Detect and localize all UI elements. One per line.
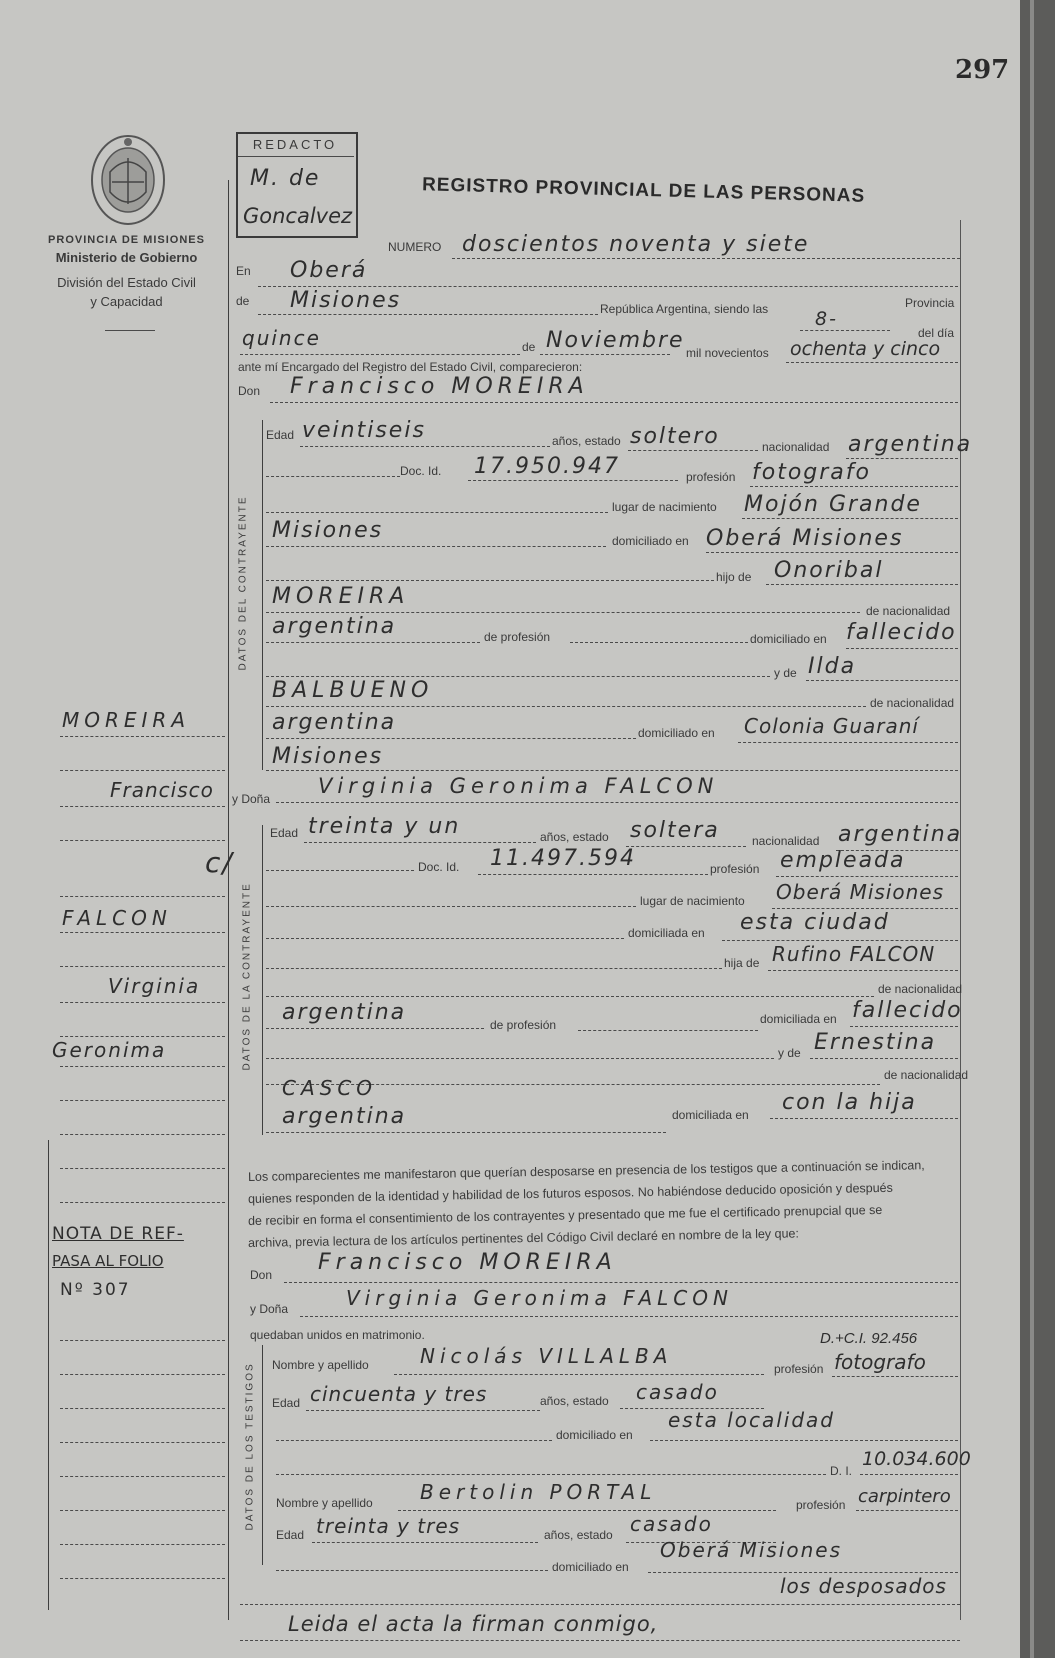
f-madre-nac-value: argentina xyxy=(282,1104,407,1129)
madre-line xyxy=(806,680,958,681)
margin-line-19 xyxy=(60,1476,225,1477)
mes-value: Noviembre xyxy=(546,328,685,353)
t2-edad-label: Edad xyxy=(276,1528,305,1542)
f-domicilio-label: domiciliada en xyxy=(628,926,705,940)
t1-nombre-value: Nicolás VILLALBA xyxy=(420,1344,673,1368)
de-label-2: de xyxy=(522,340,536,354)
t1-doc-value: D.+C.I. 92.456 xyxy=(820,1330,918,1347)
f-anios-label: años, estado xyxy=(540,830,609,844)
f-edad-line xyxy=(304,842,536,843)
f-madre2-value: CASCO xyxy=(282,1076,378,1100)
f-estado-line xyxy=(626,846,746,847)
statement-line-1: Los comparecientes me manifestaron que querían desposarse en presencia de los testigos que a continuación se indican, xyxy=(247,1158,925,1184)
madre-nac-line xyxy=(266,738,636,739)
book-edge xyxy=(1020,0,1055,1658)
section-line-3 xyxy=(262,1345,263,1565)
f-lugar-label: lugar de nacimiento xyxy=(640,894,745,908)
de-line xyxy=(258,314,598,315)
section-line-1 xyxy=(262,420,263,770)
t2-doc-label: D. I. xyxy=(830,1464,853,1478)
domicilio-value: Oberá Misiones xyxy=(706,526,904,551)
t1-dom-value: esta localidad xyxy=(668,1408,835,1432)
republica-label: República Argentina, siendo las xyxy=(600,302,769,316)
t2-prof-value: carpintero xyxy=(858,1486,951,1507)
division-name-2: y Capacidad xyxy=(90,294,163,309)
madre-nac-value: argentina xyxy=(272,710,397,735)
t2-dom-line xyxy=(648,1572,958,1573)
domicilio-line xyxy=(706,552,958,553)
t1-edad-label: Edad xyxy=(272,1396,301,1410)
t1-nombre-line xyxy=(394,1374,764,1375)
de-value: Misiones xyxy=(290,288,402,313)
t2-dom-label: domiciliado en xyxy=(552,1560,629,1574)
contrayente-f-side-label: DATOS DE LA CONTRAYENTE xyxy=(241,882,253,1071)
margin-line-10 xyxy=(60,1066,225,1067)
doc-value: 17.950.947 xyxy=(474,454,620,479)
padre-dom-label: domiciliado en xyxy=(750,632,827,646)
registry-title: REGISTRO PROVINCIAL DE LAS PERSONAS xyxy=(421,174,866,207)
domicilio-label: domiciliado en xyxy=(612,534,689,548)
lugar2-line xyxy=(266,546,606,547)
f-madre-line xyxy=(810,1058,958,1059)
margin-line-17 xyxy=(60,1408,225,1409)
dona-line xyxy=(276,802,958,803)
del-dia-label: del día xyxy=(918,326,955,340)
margin-line-16 xyxy=(60,1374,225,1375)
t2-edad-line xyxy=(312,1542,538,1543)
margin-line-12 xyxy=(60,1134,225,1135)
hijo-line xyxy=(766,584,958,585)
margin-line-4 xyxy=(60,840,225,841)
hijo-prefix-line xyxy=(266,580,714,581)
en-line xyxy=(258,286,958,287)
mil-label: mil novecientos xyxy=(686,346,769,360)
dia-line xyxy=(240,354,520,355)
f-hija-prefix-line xyxy=(266,968,722,969)
madre-dom-label: domiciliado en xyxy=(638,726,715,740)
testigos-side-label: DATOS DE LOS TESTIGOS xyxy=(244,1362,256,1531)
t1-edad-line xyxy=(306,1410,540,1411)
redacto-name-2: Goncalvez xyxy=(243,204,353,228)
margin-note-surname-2: FALCON xyxy=(62,906,172,930)
f-lugar-line xyxy=(772,908,958,909)
lugar-line xyxy=(742,518,958,519)
dona-value: Virginia Geronima FALCON xyxy=(318,774,719,798)
t1-prof-line xyxy=(832,1376,958,1377)
en-value: Oberá xyxy=(290,258,368,283)
doc-label: Doc. Id. xyxy=(400,464,442,478)
dia-value: quince xyxy=(242,326,321,350)
f-hija-line xyxy=(768,970,958,971)
closing-text-2: Leida el acta la firman conmigo, xyxy=(288,1612,659,1636)
division-name: División del Estado Civil xyxy=(57,275,196,290)
madre-dom-line xyxy=(738,742,958,743)
margin-line-9 xyxy=(60,1036,225,1037)
hora-value: 8- xyxy=(815,308,838,330)
en-label: En xyxy=(236,264,251,278)
f-padre-dom-label: domiciliada en xyxy=(760,1012,837,1026)
f-dom-prefix-line xyxy=(266,938,624,939)
f-doc-line xyxy=(478,874,708,875)
nota-line-3: Nº 307 xyxy=(60,1280,131,1300)
lugar-label: lugar de nacimiento xyxy=(612,500,717,514)
f-estado-value: soltera xyxy=(630,818,720,843)
madre-nac-label: de nacionalidad xyxy=(870,696,955,710)
edad-line xyxy=(300,446,550,447)
f-hija-label: hija de xyxy=(724,956,760,970)
anios-label: años, estado xyxy=(552,434,621,448)
don-value: Francisco MOREIRA xyxy=(290,374,589,399)
madre2-value: BALBUENO xyxy=(272,678,434,703)
ministry-name: Ministerio de Gobierno xyxy=(55,250,198,265)
statement-line-2: quienes responden de la identidad y habilidad de los futuros esposos. No habiéndose deducido oposición y después xyxy=(247,1180,893,1206)
lugar-value: Mojón Grande xyxy=(744,492,922,517)
margin-line-22 xyxy=(60,1578,225,1579)
section-line-2 xyxy=(262,825,263,1135)
margin-line-2 xyxy=(60,770,225,771)
statement-dona-value: Virginia Geronima FALCON xyxy=(346,1286,733,1310)
y-de-prefix-line xyxy=(266,676,770,677)
margin-vertical-line xyxy=(48,1140,49,1610)
closing-line-2 xyxy=(240,1640,960,1641)
f-profesion-value: empleada xyxy=(780,848,906,873)
f-doc-prefix-line xyxy=(266,870,414,871)
statement-line-4: archiva, previa lectura de los artículos pertinentes del Código Civil declaré en nombre de la ley que: xyxy=(247,1226,800,1250)
numero-line xyxy=(452,258,960,259)
f-padre-prof-label: de profesión xyxy=(490,1018,557,1032)
t2-prof-line xyxy=(856,1510,958,1511)
left-margin-line xyxy=(228,180,229,1620)
t1-dom-prefix-line xyxy=(276,1440,552,1441)
divider xyxy=(105,330,155,331)
padre-nac-line xyxy=(266,642,480,643)
statement-don-label: Don xyxy=(250,1268,273,1282)
t1-edad-value: cincuenta y tres xyxy=(310,1382,488,1406)
f-lugar-value: Oberá Misiones xyxy=(776,880,945,904)
margin-line-21 xyxy=(60,1544,225,1545)
t1-dom-label: domiciliado en xyxy=(556,1428,633,1442)
f-madre-dom-line xyxy=(770,1118,958,1119)
margin-line-1 xyxy=(60,736,225,737)
margin-line-8 xyxy=(60,1002,225,1003)
t1-dom-line xyxy=(650,1440,958,1441)
redacto-divider xyxy=(238,156,354,157)
f-madre-value: Ernestina xyxy=(814,1030,937,1055)
lugar-prefix-line xyxy=(266,512,608,513)
margin-line-7 xyxy=(60,966,225,967)
statement-don-value: Francisco MOREIRA xyxy=(318,1250,617,1275)
t2-dom-prefix-line xyxy=(276,1570,548,1571)
edad-value: veintiseis xyxy=(302,418,426,443)
nacionalidad-value: argentina xyxy=(848,432,973,457)
f-edad-value: treinta y un xyxy=(308,814,461,839)
redacto-label: REDACTO xyxy=(252,137,338,152)
margin-line-3 xyxy=(60,806,225,807)
f-y-de-prefix-line xyxy=(266,1058,774,1059)
t1-prof-label: profesión xyxy=(774,1362,824,1376)
padre-prof-line xyxy=(570,642,748,643)
t2-estado-value: casado xyxy=(630,1512,713,1536)
f-domicilio-value: esta ciudad xyxy=(740,910,890,935)
margin-note-surname: MOREIRA xyxy=(62,708,191,732)
f-nacionalidad-label: nacionalidad xyxy=(752,834,820,848)
t2-doc-prefix-line xyxy=(276,1474,826,1475)
province-name: PROVINCIA DE MISIONES xyxy=(48,234,205,246)
margin-note-name: Francisco xyxy=(110,778,214,802)
edad-label: Edad xyxy=(266,428,295,442)
provincia-label: Provincia xyxy=(905,296,955,310)
t2-edad-value: treinta y tres xyxy=(316,1514,461,1538)
f-domicilio-line xyxy=(722,940,958,941)
margin-note-name-2: Virginia xyxy=(108,974,201,998)
margin-note-name-3: Geronima xyxy=(52,1038,167,1062)
doc-prefix-line xyxy=(266,476,400,477)
f-edad-label: Edad xyxy=(270,826,299,840)
margin-line-5 xyxy=(60,896,225,897)
f-madre-dom-label: domiciliada en xyxy=(672,1108,749,1122)
nota-line-1: NOTA DE REF- xyxy=(52,1224,184,1244)
f-padre-dom-value: fallecido xyxy=(852,998,963,1023)
doc-line xyxy=(468,480,678,481)
f-lugar-prefix-line xyxy=(266,906,636,907)
f-padre-nac-value: argentina xyxy=(282,1000,407,1025)
don-label: Don xyxy=(238,384,261,398)
madre2-line xyxy=(266,706,866,707)
madre-dom2-value: Misiones xyxy=(272,744,384,769)
madre-value: Ilda xyxy=(808,654,857,679)
statement-unidos: quedaban unidos en matrimonio. xyxy=(250,1328,425,1342)
f-madre-dom-value: con la hija xyxy=(782,1090,917,1115)
statement-dona-line xyxy=(300,1316,958,1317)
t2-nombre-value: Bertolin PORTAL xyxy=(420,1480,657,1504)
madre-dom2-line xyxy=(266,770,958,771)
f-padre-value: Rufino FALCON xyxy=(772,942,936,966)
statement-line-3: de recibir en forma el consentimiento de los contrayentes y presentado que me fue el certificado prenupcial que se xyxy=(247,1202,883,1228)
f-madre-nac-line xyxy=(266,1132,666,1133)
f-madre-nac-label: de nacionalidad xyxy=(884,1068,969,1082)
t1-nombre-label: Nombre y apellido xyxy=(272,1358,369,1372)
madre-dom-value: Colonia Guaraní xyxy=(744,714,919,738)
t2-nombre-line xyxy=(398,1510,776,1511)
f-doc-value: 11.497.594 xyxy=(490,846,636,871)
lugar2-value: Misiones xyxy=(272,518,384,543)
nota-line-2: PASA AL FOLIO xyxy=(52,1252,164,1270)
margin-note-con: c/ xyxy=(205,846,234,879)
nacionalidad-line xyxy=(846,458,958,459)
anio-line xyxy=(786,362,958,363)
numero-value: doscientos noventa y siete xyxy=(462,232,810,257)
profesion-line xyxy=(750,486,958,487)
right-margin-line xyxy=(960,220,961,1620)
padre-nac-label: de nacionalidad xyxy=(866,604,951,618)
book-edge-highlight xyxy=(1030,0,1034,1658)
margin-line-6 xyxy=(60,932,225,933)
profesion-value: fotografo xyxy=(752,460,871,485)
de-label: de xyxy=(236,294,250,308)
t2-doc-value: 10.034.600 xyxy=(862,1448,971,1470)
t1-anios-label: años, estado xyxy=(540,1394,609,1408)
contrayente-side-label: DATOS DEL CONTRAYENTE xyxy=(237,495,249,671)
f-doc-label: Doc. Id. xyxy=(418,860,460,874)
t2-doc-line xyxy=(860,1474,958,1475)
f-profesion-label: profesión xyxy=(710,862,760,876)
t2-nombre-label: Nombre y apellido xyxy=(276,1496,373,1510)
page-number: 297 xyxy=(955,55,1010,85)
ante-label: ante mí Encargado del Registro del Estado Civil, comparecieron: xyxy=(238,360,583,374)
padre-dom-value: fallecido xyxy=(846,620,957,645)
profesion-label: profesión xyxy=(686,470,736,484)
statement-dona-label: y Doña xyxy=(250,1302,289,1316)
f-padre-dom-line xyxy=(850,1026,958,1027)
closing-line-1 xyxy=(240,1604,960,1605)
margin-line-20 xyxy=(60,1510,225,1511)
t1-prof-value: fotografo xyxy=(834,1350,926,1374)
padre2-value: MOREIRA xyxy=(272,584,410,609)
coat-of-arms-seal xyxy=(88,132,168,227)
t2-dom-value: Oberá Misiones xyxy=(660,1538,843,1562)
padre2-line xyxy=(266,612,860,613)
margin-line-18 xyxy=(60,1442,225,1443)
padre-prof-label: de profesión xyxy=(484,630,551,644)
anio-value: ochenta y cinco xyxy=(790,338,941,360)
margin-line-11 xyxy=(60,1100,225,1101)
estado-line xyxy=(628,450,758,451)
f-padre-nac-prefix-line xyxy=(266,996,874,997)
f-y-de-label: y de xyxy=(778,1046,801,1060)
estado-value: soltero xyxy=(630,424,720,449)
y-de-label: y de xyxy=(774,666,797,680)
dona-label: y Doña xyxy=(232,792,271,806)
f-padre-nac-line xyxy=(266,1028,484,1029)
numero-label: NUMERO xyxy=(388,240,442,254)
hora-line xyxy=(800,330,890,331)
padre-dom-line xyxy=(846,648,958,649)
f-nacionalidad-value: argentina xyxy=(838,822,963,847)
nacionalidad-label: nacionalidad xyxy=(762,440,830,454)
hijo-label: hijo de xyxy=(716,570,752,584)
padre-value: Onoribal xyxy=(774,558,884,583)
statement-don-line xyxy=(284,1282,958,1283)
margin-line-14 xyxy=(60,1202,225,1203)
t1-estado-value: casado xyxy=(636,1380,719,1404)
t2-anios-label: años, estado xyxy=(544,1528,613,1542)
closing-text-1: los desposados xyxy=(780,1574,947,1598)
don-line xyxy=(270,402,958,403)
t2-prof-label: profesión xyxy=(796,1498,846,1512)
mes-line xyxy=(540,354,670,355)
f-padre-prof-line xyxy=(578,1030,758,1031)
margin-line-13 xyxy=(60,1168,225,1169)
margin-line-15 xyxy=(60,1340,225,1341)
f-padre-nac-label: de nacionalidad xyxy=(878,982,963,996)
redacto-name-1: M. de xyxy=(250,166,321,191)
f-profesion-line xyxy=(776,876,958,877)
padre-nac-value: argentina xyxy=(272,614,397,639)
